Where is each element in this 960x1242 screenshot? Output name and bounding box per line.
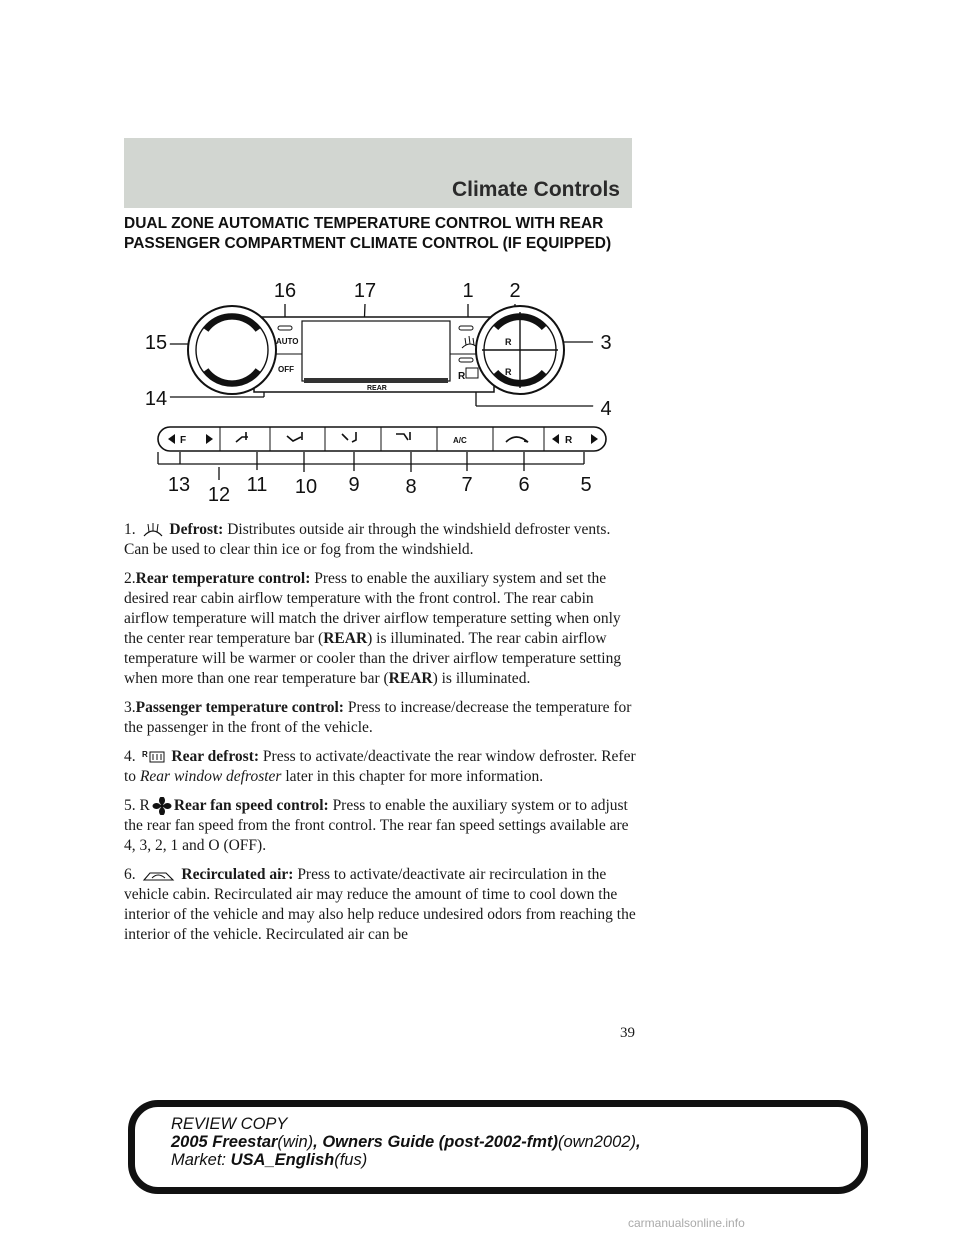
auto-label: AUTO xyxy=(276,337,299,346)
rear-defrost-panel-label: R xyxy=(458,371,466,382)
svg-text:R: R xyxy=(141,750,148,760)
display-screen xyxy=(302,321,450,381)
svg-text:12: 12 xyxy=(207,484,231,506)
watermark: carmanualsonline.info xyxy=(628,1216,745,1230)
item-rear-defrost: 4. R Rear defrost: Press to activate/deactivate the rear window defroster. Refer to Rear window defroster later in this chapter for more information. xyxy=(124,748,636,785)
rear-defrost-icon xyxy=(142,748,166,766)
svg-text:11: 11 xyxy=(246,474,268,496)
item-defrost: 1. Defrost: Distributes outside air through the windshield defroster vents. Can be used to clear thin ice or fog from the windshield. xyxy=(124,521,611,558)
callout-12 xyxy=(205,480,233,508)
callout-16 xyxy=(271,276,299,304)
fan-icon xyxy=(152,797,172,815)
callout-13 xyxy=(165,470,193,498)
knob-r-label-bottom: R xyxy=(505,367,512,377)
body-text xyxy=(124,520,636,954)
svg-text:16: 16 xyxy=(273,280,297,302)
svg-text:15: 15 xyxy=(144,332,168,354)
svg-text:1: 1 xyxy=(462,280,474,302)
header-band xyxy=(124,138,632,208)
review-copy-box xyxy=(128,1100,868,1194)
callout-1 xyxy=(455,277,481,303)
control-panel-diagram xyxy=(124,272,644,512)
callout-14 xyxy=(142,384,170,412)
driver-temperature-knob xyxy=(188,306,276,394)
svg-text:10: 10 xyxy=(294,476,318,498)
svg-text:3: 3 xyxy=(600,332,612,354)
recirculation-icon xyxy=(142,867,176,883)
page-number: 39 xyxy=(620,1025,635,1041)
item-rear-temperature: 2.Rear temperature control: Press to enable the auxiliary system and set the desired rear cabin airflow temperature with the front control. The rear cabin airflow temperature will match the driver airflow temperature setting when only the center rear temperature bar (REAR) is illuminated. The rear cabin airflow temperature will be warmer or cooler than the driver airflow temperature setting when more than one rear temperature bar (REAR) is illuminated. xyxy=(124,570,622,687)
svg-text:13: 13 xyxy=(167,474,191,496)
callout-11 xyxy=(243,470,271,498)
svg-text:7: 7 xyxy=(461,474,473,496)
callout-15 xyxy=(142,328,170,356)
callout-5 xyxy=(573,471,599,497)
callout-17 xyxy=(351,276,379,304)
control-panel-figure xyxy=(124,272,644,512)
svg-text:5: 5 xyxy=(580,474,592,496)
rear-temperature-bar xyxy=(304,378,448,383)
item-rear-fan-speed: 5. R Rear fan speed control: Press to enable the auxiliary system or to adjust the rear fan speed from the front control. The rear fan speed settings available are 4, 3, 2, 1 and O (OFF). xyxy=(124,797,629,854)
button-strip xyxy=(158,427,606,451)
callout-8 xyxy=(398,473,424,499)
item-recirculated-air: 6. Recirculated air: Press to activate/deactivate air recirculation in the vehicle cabin. Recirculated air may reduce the amount of time to cool down the interior of the vehicle and may also help reduce undesired odors from reaching the interior of the vehicle. Recirculated air can be xyxy=(124,866,636,943)
section-title: Climate Controls xyxy=(451,178,620,201)
callout-4 xyxy=(593,395,619,421)
page-heading: DUAL ZONE AUTOMATIC TEMPERATURE CONTROL WITH REAR PASSENGER COMPARTMENT CLIMATE CONTROL (IF EQUIPPED) xyxy=(124,215,612,252)
review-copy-text: REVIEW COPY 2005 Freestar(win), Owners Guide (post-2002-fmt)(own2002), Market: USA_English(fus) xyxy=(171,1115,641,1169)
defrost-icon xyxy=(142,522,164,538)
svg-text:6: 6 xyxy=(518,474,530,496)
svg-text:2: 2 xyxy=(509,280,521,302)
front-fan-label: F xyxy=(180,435,187,446)
passenger-temperature-knob xyxy=(476,306,564,394)
svg-text:4: 4 xyxy=(600,398,612,420)
rear-fan-label: R xyxy=(565,435,573,446)
callout-9 xyxy=(341,471,367,497)
callout-3 xyxy=(593,329,619,355)
knob-r-label-top: R xyxy=(505,337,512,347)
svg-text:14: 14 xyxy=(144,388,168,410)
callout-10 xyxy=(292,472,320,500)
callout-6 xyxy=(511,471,537,497)
callout-7 xyxy=(454,471,480,497)
svg-text:9: 9 xyxy=(348,474,360,496)
svg-text:8: 8 xyxy=(405,476,417,498)
item-passenger-temperature: 3.Passenger temperature control: Press to increase/decrease the temperature for the passenger in the front of the vehicle. xyxy=(124,699,632,736)
rear-label: REAR xyxy=(367,385,387,392)
callout-2 xyxy=(502,277,528,303)
off-label: OFF xyxy=(278,365,294,374)
svg-text:17: 17 xyxy=(353,280,377,302)
ac-label: A/C xyxy=(453,436,467,445)
